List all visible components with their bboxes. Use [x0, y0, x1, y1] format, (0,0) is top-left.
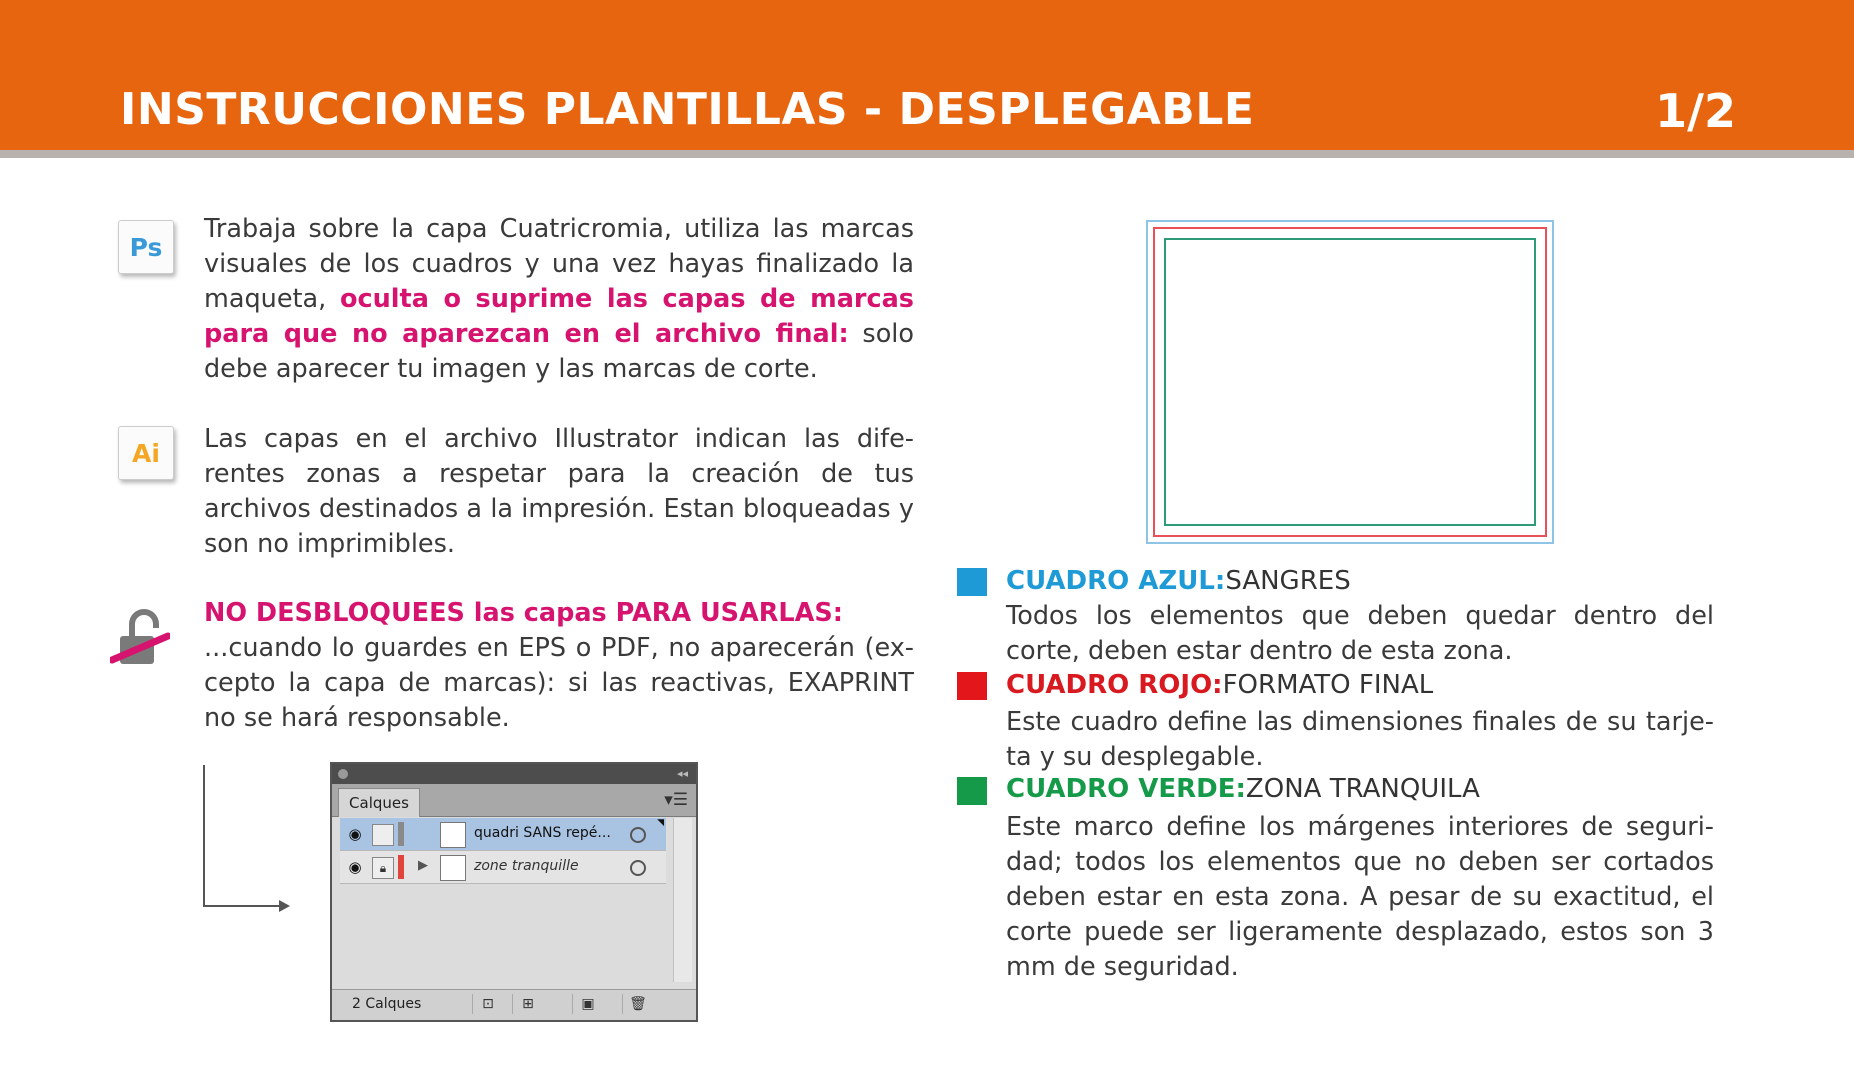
illustrator-icon: Ai	[118, 426, 174, 480]
target-icon[interactable]	[630, 860, 646, 876]
layer-row[interactable]	[340, 851, 666, 884]
legend-red-desc: Este cuadro define las dimensiones finales de su tarje-ta y su desplegable.	[1006, 707, 1714, 772]
legend-red-title: CUADRO ROJO:FORMATO FINAL	[1006, 670, 1434, 700]
lock-toggle[interactable]	[372, 824, 394, 846]
target-icon[interactable]	[630, 827, 646, 843]
warning-title: NO DESBLOQUEES las capas PARA USARLAS:	[204, 598, 843, 628]
green-square-icon	[957, 777, 987, 805]
layer-thumbnail	[440, 822, 466, 848]
blue-frame	[1147, 221, 1553, 543]
locate-object-icon[interactable]: ⊡	[472, 994, 503, 1014]
layer-color	[398, 822, 404, 846]
expand-arrow-icon[interactable]: ▶	[418, 858, 428, 873]
legend-green-title: CUADRO VERDE:ZONA TRANQUILA	[1006, 774, 1480, 804]
layer-row[interactable]	[340, 818, 666, 851]
eye-icon[interactable]: ◉	[348, 858, 362, 876]
legend-blue-desc: Todos los elementos que deben quedar dentro del corte, deben estar dentro de esta zona.	[1006, 601, 1714, 666]
selection-corner-icon: ◥	[657, 818, 664, 828]
photoshop-instructions	[204, 212, 914, 387]
panel-menu-icon[interactable]: ▾☰	[664, 790, 688, 810]
layer-thumbnail	[440, 855, 466, 881]
illustrator-instructions: Las capas en el archivo Illustrator indican las dife-rentes zonas a respetar para la creación de tus archivos destinados a la impresión. Estan bloqueadas y son no imprimibles.	[204, 424, 914, 559]
scrollbar[interactable]	[673, 818, 692, 982]
close-icon[interactable]	[338, 769, 348, 779]
photoshop-text-highlight: oculta o suprime las capas de marcas para que no aparezcan en el archivo final:	[204, 284, 914, 349]
panel-tabbar	[332, 784, 696, 817]
warning-block	[204, 596, 914, 736]
connector-line	[203, 765, 205, 907]
legend-green-desc: Este marco define los márgenes interiores de seguri-dad; todos los elementos que no deben ser cortados deben estar en esta zona. A pesar de su exactitud, el corte puede ser ligeramente desplazado, estos son 3 mm de seguridad.	[1006, 812, 1714, 982]
panel-titlebar	[332, 764, 696, 784]
page-number: 1/2	[1655, 84, 1736, 138]
collapse-icon[interactable]: ◂◂	[676, 767, 688, 780]
lock-icon[interactable]: 🔒︎	[372, 857, 394, 879]
connector-line-horizontal	[203, 905, 281, 907]
arrow-right-icon	[279, 900, 290, 912]
tab-calques[interactable]: Calques	[338, 788, 420, 817]
photoshop-text-start: Trabaja sobre la capa Cuatricromia, utiliza las marcas visuales de los cuadros y una vez hayas finalizado la maqueta,	[204, 214, 914, 314]
layer-count: 2 Calques	[352, 996, 422, 1012]
photoshop-icon: Ps	[118, 220, 174, 274]
page-header	[0, 0, 1854, 158]
layer-name: quadri SANS repé...	[474, 825, 611, 841]
red-square-icon	[957, 672, 987, 700]
frames-diagram	[1145, 219, 1555, 545]
layer-name: zone tranquille	[474, 858, 579, 874]
layer-color	[398, 855, 404, 879]
new-sublayer-icon[interactable]: ⊞	[512, 994, 543, 1014]
layers-panel	[330, 762, 698, 1022]
blue-square-icon	[957, 568, 987, 596]
new-layer-icon[interactable]: ▣	[572, 994, 603, 1014]
photoshop-text-end: solo debe aparecer tu imagen y las marcas de corte.	[204, 319, 914, 384]
unlock-crossed-icon	[110, 606, 170, 670]
trash-icon[interactable]: 🗑︎	[622, 994, 653, 1014]
eye-icon[interactable]: ◉	[348, 825, 362, 843]
warning-text: ...cuando lo guardes en EPS o PDF, no aparecerán (ex-cepto la capa de marcas): si las reactivas, EXAPRINT no se hará responsable.	[204, 633, 914, 733]
panel-footer	[332, 989, 696, 1020]
page-title: INSTRUCCIONES PLANTILLAS - DESPLEGABLE	[120, 84, 1255, 135]
legend-blue-title: CUADRO AZUL:SANGRES	[1006, 566, 1351, 596]
